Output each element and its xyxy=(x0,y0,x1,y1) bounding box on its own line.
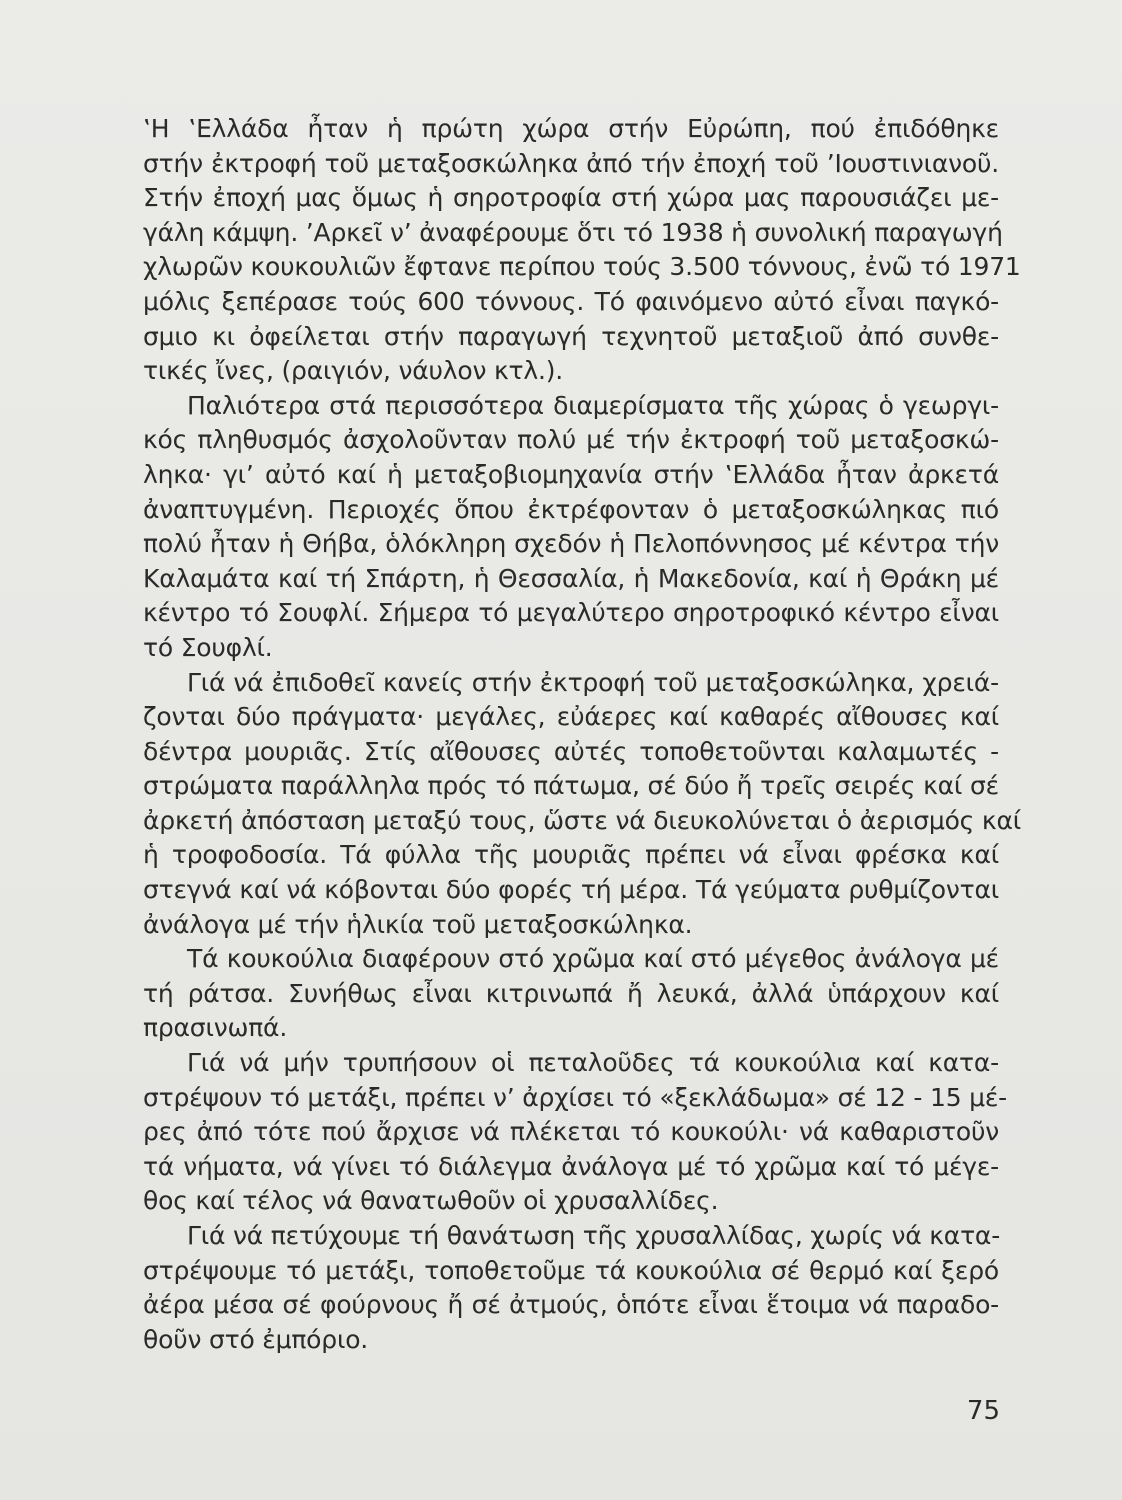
text-line: Τά κουκούλια διαφέρουν στό χρῶμα καί στό μέγεθος ἀνάλογα μέ xyxy=(187,944,999,974)
text-line: τικές ἴνες, (ραιγιόν, νάυλον κτλ.). xyxy=(143,356,563,386)
text-line: τή ράτσα. Συνήθως εἶναι κιτρινωπά ἤ λευκά, ἀλλά ὑπάρχουν καί xyxy=(143,978,999,1008)
page-number: 75 xyxy=(966,1396,1000,1426)
paragraph xyxy=(143,112,1021,389)
text-line: Παλιότερα στά περισσότερα διαμερίσματα τῆς χώρας ὁ γεωργι- xyxy=(187,390,999,420)
text-line: τά νήματα, νά γίνει τό διάλεγμα ἀνάλογα μέ τό χρῶμα καί τό μέγε- xyxy=(143,1151,999,1181)
text-line: ἀναπτυγμένη. Περιοχές ὅπου ἐκτρέφονταν ὁ μεταξοσκώληκας πιό xyxy=(143,494,999,524)
text-line: ληκα· γι’ αὐτό καί ἡ μεταξοβιομηχανία στήν ‛Ελλάδα ἦταν ἀρκετά xyxy=(143,459,999,489)
text-line: στρέψουν τό μετάξι, πρέπει ν’ ἀρχίσει τό «ξεκλάδωμα» σέ 12 - 15 μέ- xyxy=(143,1082,1007,1112)
text-line: γάλη κάμψη. ’Αρκεῖ ν’ ἀναφέρουμε ὅτι τό 1938 ἡ συνολική παραγωγή xyxy=(143,217,1003,247)
text-line: δέντρα μουριᾶς. Στίς αἴθουσες αὐτές τοποθετοῦνται καλαμωτές - xyxy=(143,736,999,766)
text-line: Γιά νά πετύχουμε τή θανάτωση τῆς χρυσαλλίδας, χωρίς νά κατα- xyxy=(187,1221,1001,1250)
text-line: ζονται δύο πράγματα· μεγάλες, εὐάερες καί καθαρές αἴθουσες καί xyxy=(143,702,999,732)
paragraph xyxy=(143,389,999,666)
text-line: σμιο κι ὀφείλεται στήν παραγωγή τεχνητοῦ μεταξιοῦ ἀπό συνθε- xyxy=(143,321,999,351)
text-line: μόλις ξεπέρασε τούς 600 τόννους. Τό φαινόμενο αὐτό εἶναι παγκό- xyxy=(143,286,999,316)
text-line: θοῦν στό ἐμπόριο. xyxy=(143,1324,369,1354)
text-line: χλωρῶν κουκουλιῶν ἔφτανε περίπου τούς 3.500 τόννους, ἐνῶ τό 1971 xyxy=(143,252,1021,282)
paragraph xyxy=(143,666,1021,943)
text-line: τό Σουφλί. xyxy=(143,632,273,662)
text-line: ἀέρα μέσα σέ φούρνους ἤ σέ ἀτμούς, ὁπότε εἶναι ἕτοιμα νά παραδο- xyxy=(143,1290,999,1320)
text-line: Καλαμάτα καί τή Σπάρτη, ἡ Θεσσαλία, ἡ Μακεδονία, καί ἡ Θράκη μέ xyxy=(143,563,999,593)
text-line: στρώματα παράλληλα πρός τό πάτωμα, σέ δύο ἤ τρεῖς σειρές καί σέ xyxy=(143,771,999,801)
text-line: κός πληθυσμός ἀσχολοῦνταν πολύ μέ τήν ἐκτροφή τοῦ μεταξοσκώ- xyxy=(143,425,999,455)
text-line: ρες ἀπό τότε πού ἄρχισε νά πλέκεται τό κουκούλι· νά καθαριστοῦν xyxy=(143,1117,999,1147)
text-line: ἡ τροφοδοσία. Τά φύλλα τῆς μουριᾶς πρέπει νά εἶναι φρέσκα καί xyxy=(143,840,999,870)
body-text xyxy=(143,112,1021,1357)
text-line: θος καί τέλος νά θανατωθοῦν οἱ χρυσαλλίδες. xyxy=(143,1186,719,1216)
text-line: στεγνά καί νά κόβονται δύο φορές τή μέρα. Τά γεύματα ρυθμίζονται xyxy=(143,875,999,905)
text-line: στήν ἐκτροφή τοῦ μεταξοσκώληκα ἀπό τήν ἐποχή τοῦ ’Ιουστινιανοῦ. xyxy=(143,148,999,178)
text-line: Γιά νά ἐπιδοθεῖ κανείς στήν ἐκτροφή τοῦ μεταξοσκώληκα, χρειά- xyxy=(187,667,999,697)
text-line: ἀρκετή ἀπόσταση μεταξύ τους, ὥστε νά διευκολύνεται ὁ ἀερισμός καί xyxy=(143,805,1021,835)
text-line: Στήν ἐποχή μας ὅμως ἡ σηροτροφία στή χώρα μας παρουσιάζει με- xyxy=(143,183,999,213)
paragraph xyxy=(143,1219,999,1357)
text-line: στρέψουμε τό μετάξι, τοποθετοῦμε τά κουκούλια σέ θερμό καί ξερό xyxy=(143,1255,999,1285)
paragraph xyxy=(143,942,999,1046)
text-line: ‛Η ‛Ελλάδα ἦταν ἡ πρώτη χώρα στήν Εὐρώπη, πού ἐπιδόθηκε xyxy=(143,114,999,143)
text-line: πρασινωπά. xyxy=(143,1013,288,1043)
text-line: ἀνάλογα μέ τήν ἡλικία τοῦ μεταξοσκώληκα. xyxy=(143,909,693,939)
paragraph xyxy=(143,1046,1007,1219)
text-line: Γιά νά μήν τρυπήσουν οἱ πεταλοῦδες τά κουκούλια καί κατα- xyxy=(187,1048,999,1078)
text-line: κέντρο τό Σουφλί. Σήμερα τό μεγαλύτερο σηροτροφικό κέντρο εἶναι xyxy=(143,598,999,628)
text-line: πολύ ἦταν ἡ Θήβα, ὁλόκληρη σχεδόν ἡ Πελοπόννησος μέ κέντρα τήν xyxy=(143,529,999,559)
